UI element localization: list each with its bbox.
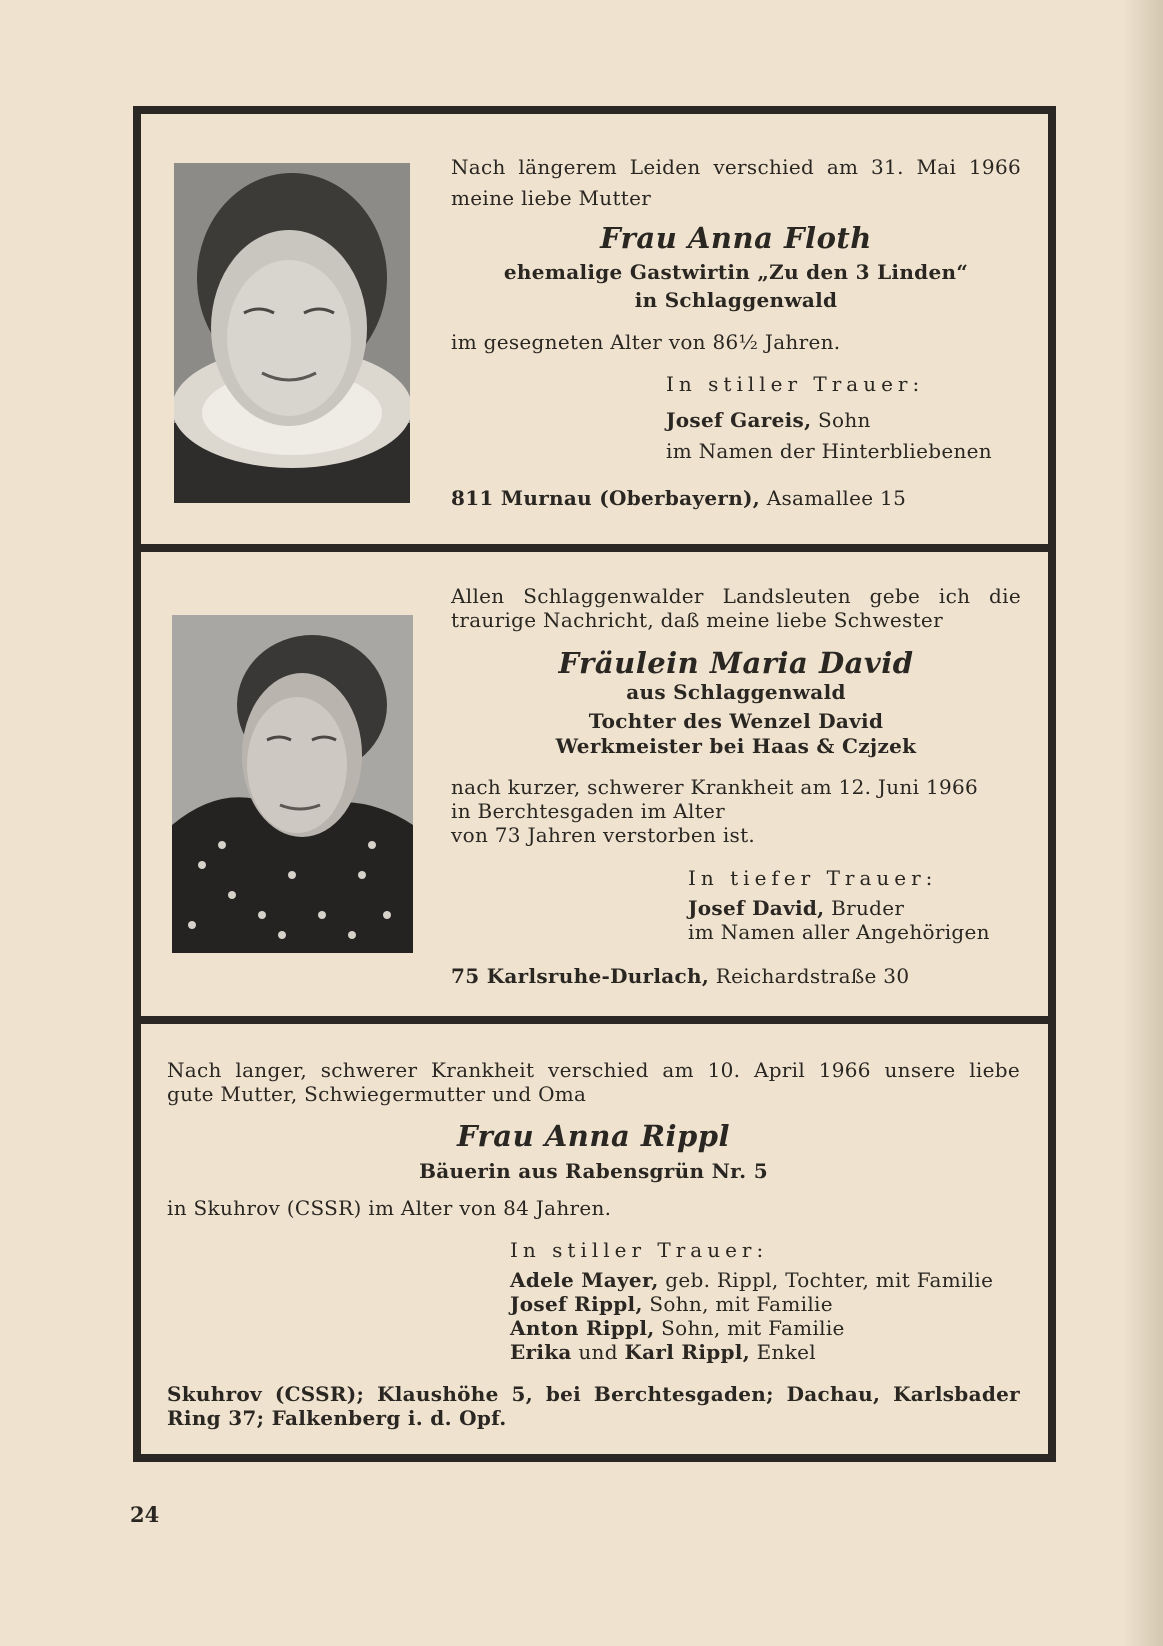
notice3-address-line-2: Ring 37; Falkenberg i. d. Opf. xyxy=(167,1406,507,1430)
notice1-age-line: im gesegneten Alter von 86½ Jahren. xyxy=(451,330,841,354)
notice2-subtitle-line-2: Tochter des Wenzel David xyxy=(588,709,884,733)
frame-right-bar xyxy=(1048,106,1056,1462)
notice2-address-street: Reichardstraße 30 xyxy=(709,964,910,988)
notice1-deceased-name: Frau Anna Floth xyxy=(600,221,872,255)
portrait-photo-maria-david xyxy=(172,615,413,953)
notice3-mourner-4-name: Erika xyxy=(510,1340,572,1364)
notice2-mourner-2: im Namen aller Angehörigen xyxy=(688,920,990,944)
notice2-mourner-1-relation: Bruder xyxy=(824,896,905,920)
notice1-mourner-1-relation: Sohn xyxy=(811,408,871,432)
notice3-mourner-1-name: Adele Mayer, xyxy=(510,1268,659,1292)
notice1-intro-line-2: meine liebe Mutter xyxy=(451,186,652,210)
notice1-address-city: 811 Murnau (Oberbayern), xyxy=(451,486,761,510)
notice3-deceased-name: Frau Anna Rippl xyxy=(456,1119,731,1153)
notice1-intro-line-1: Nach längerem Leiden verschied am 31. Mai 1966 xyxy=(451,155,1021,179)
notice3-intro-line-2: gute Mutter, Schwiegermutter und Oma xyxy=(167,1082,587,1106)
notice1-subtitle-line-1: ehemalige Gastwirtin „Zu den 3 Linden“ xyxy=(503,260,969,284)
notice2-address-city: 75 Karlsruhe-Durlach, xyxy=(451,964,710,988)
notice1-mourner-1-name: Josef Gareis, xyxy=(666,408,812,432)
notice1-mourning-header: In stiller Trauer: xyxy=(666,372,925,396)
notice3-mourner-4 xyxy=(510,1340,1025,1364)
notice3-mourner-1-relation: geb. Rippl, Tochter, mit Familie xyxy=(658,1268,994,1292)
frame-divider-1 xyxy=(133,544,1056,552)
notice3-mourning-header: In stiller Trauer: xyxy=(510,1238,769,1262)
notice3-mourner-4-relation: Enkel xyxy=(749,1340,816,1364)
notice3-intro-line-1: Nach langer, schwerer Krankheit verschied am 10. April 1966 unsere liebe xyxy=(167,1058,1020,1082)
notice3-mourner-3-name: Anton Rippl, xyxy=(510,1316,655,1340)
notice3-mourner-1 xyxy=(510,1268,1025,1292)
page-edge-shadow xyxy=(1123,0,1163,1646)
notice2-details-line-2: in Berchtesgaden im Alter xyxy=(451,799,726,823)
page-number: 24 xyxy=(130,1502,160,1527)
notice2-mourner-1 xyxy=(688,896,1028,920)
notice2-intro-line-1: Allen Schlaggenwalder Landsleuten gebe ich die xyxy=(451,584,1021,608)
notice3-address-line-1: Skuhrov (CSSR); Klaushöhe 5, bei Berchtesgaden; Dachau, Karlsbader xyxy=(167,1382,1020,1406)
notice1-mourner-2: im Namen der Hinterbliebenen xyxy=(666,439,992,463)
notice1-subtitle-line-2: in Schlaggenwald xyxy=(634,288,838,312)
portrait-photo-anna-floth xyxy=(174,163,410,503)
notice1-address xyxy=(451,486,1021,510)
notice3-age-line: in Skuhrov (CSSR) im Alter von 84 Jahren. xyxy=(167,1196,612,1220)
frame-top-bar xyxy=(133,106,1056,114)
notice3-mourner-2 xyxy=(510,1292,1025,1316)
notice2-subtitle-line-1: aus Schlaggenwald xyxy=(626,680,846,704)
frame-bottom-bar xyxy=(133,1454,1056,1462)
notice2-subtitle-line-3: Werkmeister bei Haas & Czjzek xyxy=(555,734,917,758)
notice2-mourning-header: In tiefer Trauer: xyxy=(688,866,938,890)
notice3-mourner-4-connector: und xyxy=(571,1340,625,1364)
notice3-mourner-3-relation: Sohn, mit Familie xyxy=(654,1316,845,1340)
notice2-deceased-name: Fräulein Maria David xyxy=(558,646,914,680)
notice3-mourner-4-name-2: Karl Rippl, xyxy=(624,1340,750,1364)
notice2-address xyxy=(451,964,1021,988)
notice3-subtitle-line-1: Bäuerin aus Rabensgrün Nr. 5 xyxy=(419,1159,768,1183)
notice2-details-line-1: nach kurzer, schwerer Krankheit am 12. Juni 1966 xyxy=(451,775,979,799)
notice2-intro-line-2: traurige Nachricht, daß meine liebe Schwester xyxy=(451,608,943,632)
notice3-mourner-2-relation: Sohn, mit Familie xyxy=(642,1292,833,1316)
frame-divider-2 xyxy=(133,1016,1056,1024)
notice2-details-line-3: von 73 Jahren verstorben ist. xyxy=(451,823,756,847)
notice2-mourner-1-name: Josef David, xyxy=(688,896,825,920)
notice1-address-street: Asamallee 15 xyxy=(760,486,907,510)
notice1-mourner-1 xyxy=(666,408,1026,432)
notice3-mourner-3 xyxy=(510,1316,1025,1340)
notice3-mourner-2-name: Josef Rippl, xyxy=(510,1292,643,1316)
frame-left-bar xyxy=(133,106,141,1462)
